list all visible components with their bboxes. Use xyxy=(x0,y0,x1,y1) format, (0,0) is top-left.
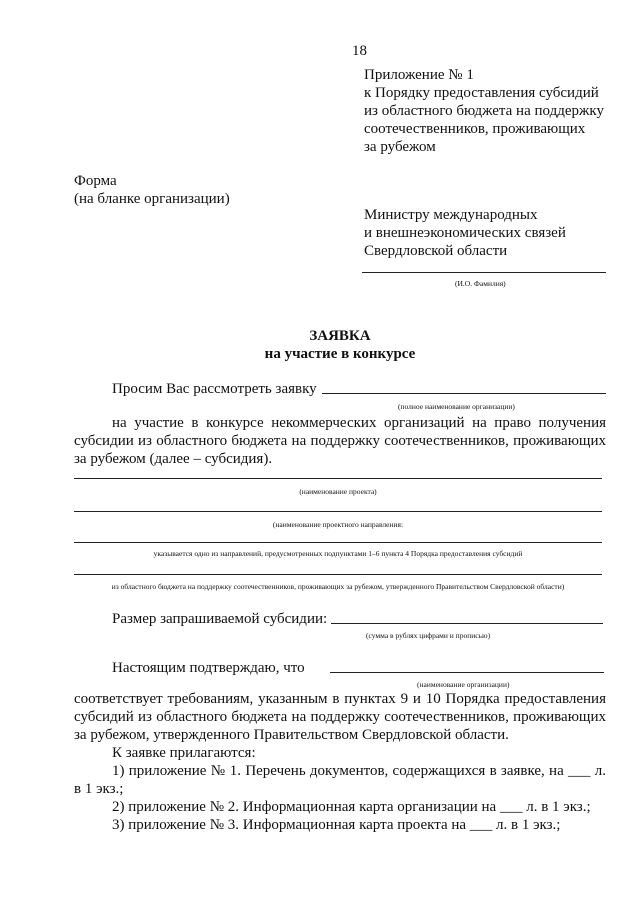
request-text-line: субсидии из областного бюджета на поддержку соотечественников, проживающих xyxy=(74,433,606,449)
attachment-item-1-cont: в 1 экз.; xyxy=(74,781,124,797)
appendix-line: за рубежом xyxy=(364,139,436,155)
appendix-line: соотечественников, проживающих xyxy=(364,121,586,137)
direction-caption: (наименование проектного направления: xyxy=(272,520,404,529)
confirm-text-line: за рубежом, утвержденного Правительством Свердловской области. xyxy=(74,727,509,743)
subsidy-label: Размер запрашиваемой субсидии: xyxy=(112,611,328,627)
direction-note: из областного бюджета на поддержку соотечественников, проживающих за рубежом, утвержденного Правительством Свердловской области) xyxy=(111,582,565,591)
organization-name-line[interactable] xyxy=(322,393,606,394)
attachment-item-1: 1) приложение № 1. Перечень документов, содержащихся в заявке, на ___ л. xyxy=(112,763,606,779)
request-text-line: на участие в конкурсе некоммерческих организаций на право получения xyxy=(112,415,606,431)
addressee-line: и внешнеэкономических связей xyxy=(364,225,566,241)
appendix-line: к Порядку предоставления субсидий xyxy=(364,85,599,101)
confirm-organization-line[interactable] xyxy=(330,672,604,673)
confirm-text-line: субсидий из областного бюджета на поддержку соотечественников, проживающих xyxy=(74,709,606,725)
addressee-caption: (И.О. Фамилия) xyxy=(455,279,506,288)
project-name-line[interactable] xyxy=(74,478,602,479)
document-title: ЗАЯВКА xyxy=(309,328,371,344)
attachment-item-2: 2) приложение № 2. Информационная карта организации на ___ л. в 1 экз.; xyxy=(112,799,591,815)
subsidy-caption: (сумма в рублях цифрами и прописью) xyxy=(366,631,491,640)
appendix-title: Приложение № 1 xyxy=(364,67,474,83)
organization-caption: (полное наименование организации) xyxy=(398,402,515,411)
direction-note: указывается одно из направлений, предусмотренных подпунктами 1–6 пункта 4 Порядка предоставления субсидий xyxy=(153,549,523,558)
form-note: (на бланке организации) xyxy=(74,191,230,207)
project-caption: (наименование проекта) xyxy=(299,487,377,496)
addressee-name-line[interactable] xyxy=(362,272,606,273)
request-lead: Просим Вас рассмотреть заявку xyxy=(112,381,317,397)
direction-line-3[interactable] xyxy=(74,574,602,575)
attachments-title: К заявке прилагаются: xyxy=(112,745,256,761)
direction-line-2[interactable] xyxy=(74,542,602,543)
request-text-line: за рубежом (далее – субсидия). xyxy=(74,451,273,467)
addressee-line: Свердловской области xyxy=(364,243,508,259)
attachment-item-3: 3) приложение № 3. Информационная карта проекта на ___ л. в 1 экз.; xyxy=(112,817,561,833)
direction-line[interactable] xyxy=(74,511,602,512)
page-number: 18 xyxy=(352,43,367,59)
document-subtitle: на участие в конкурсе xyxy=(264,346,416,362)
addressee-line: Министру международных xyxy=(364,207,538,223)
confirm-caption: (наименование организации) xyxy=(417,680,510,689)
confirm-label: Настоящим подтверждаю, что xyxy=(112,660,305,676)
appendix-line: из областного бюджета на поддержку xyxy=(364,103,604,119)
subsidy-amount-line[interactable] xyxy=(331,623,603,624)
form-label: Форма xyxy=(74,173,117,189)
confirm-text-line: соответствует требованиям, указанным в пунктах 9 и 10 Порядка предоставления xyxy=(74,691,606,707)
